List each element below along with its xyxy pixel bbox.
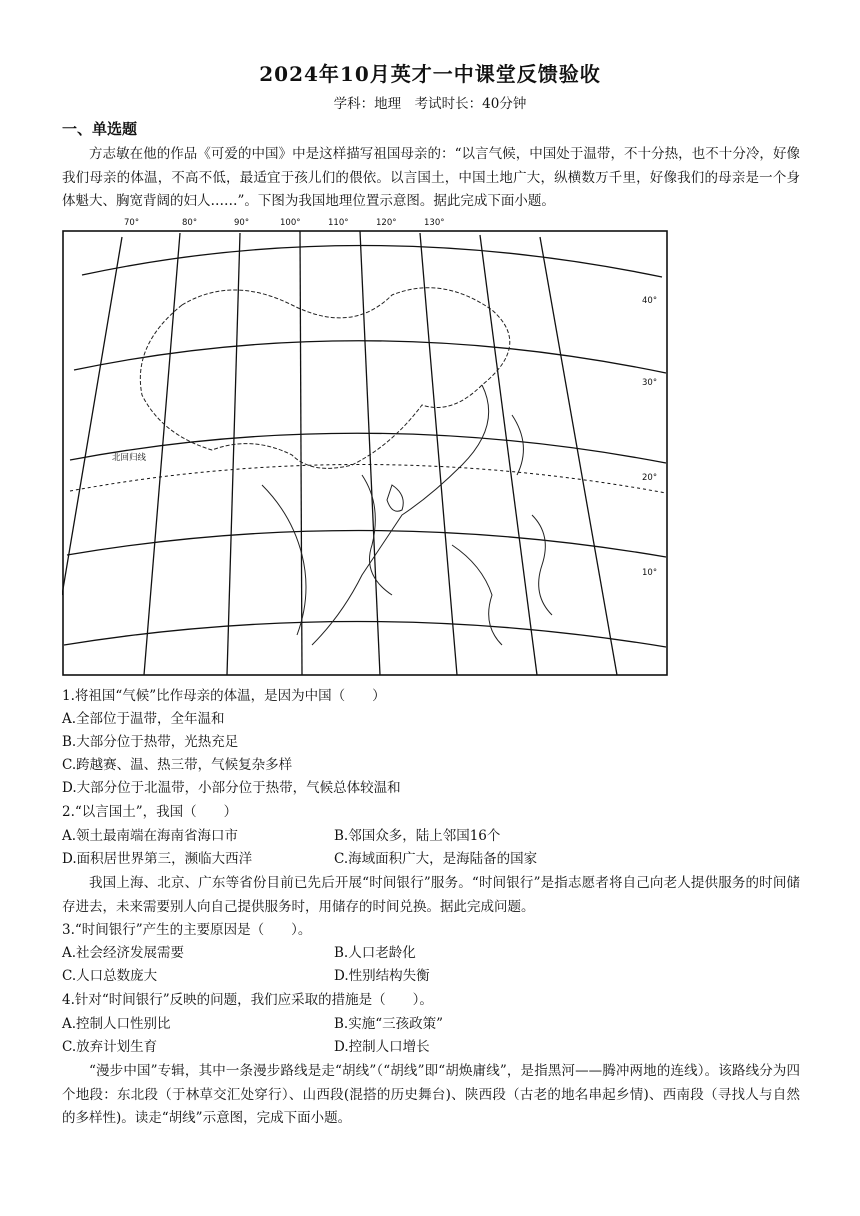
map-latitude-label: 40° — [642, 296, 658, 306]
q4-option-b: B.实施“三孩政策” — [334, 1016, 444, 1032]
map-longitude-label: 130° — [424, 218, 445, 228]
china-location-map — [62, 215, 670, 677]
q1-option-d: D.大部分位于北温带，小部分位于热带，气候总体较温和 — [62, 780, 401, 796]
tropic-of-cancer-label: 北回归线 — [112, 453, 147, 463]
map-longitude-label: 80° — [182, 218, 198, 228]
passage-hu-line: “漫步中国”专辑，其中一条漫步路线是走“胡线”（“胡线”即“胡焕庸线”，是指黑河——腾冲两地的连线）。该路线分为四个地段：东北段（于林草交汇处穿行）、山西段(混搭的历史舞台)、陕西段（古老的地名串起乡情)、西南段（寻找人与自然的多样性)。读走“胡线”示意图，完成下面小题。 — [62, 1063, 800, 1126]
q3-stem: 3.“时间银行”产生的主要原因是（ ）。 — [62, 922, 312, 938]
q2-option-b: B.邻国众多，陆上邻国16个 — [334, 828, 501, 844]
q2-option-d: D.面积居世界第三，濒临大西洋 — [62, 851, 253, 867]
page-title: 2024年10月英才一中课堂反馈验收 — [259, 62, 601, 86]
q3-option-b: B.人口老龄化 — [334, 945, 416, 961]
map-longitude-label: 100° — [280, 218, 301, 228]
intro-paragraph: 方志敏在他的作品《可爱的中国》中是这样描写祖国母亲的：“以言气候，中国处于温带，不十分热，也不十分冷，好像我们母亲的体温，不高不低，最适宜于孩儿们的偎依。以言国土，中国土地广大，纵横数万千里，好像我们的母亲是一个身体魁大、胸宽背阔的妇人……”。下图为我国地理位置示意图。据此完成下面小题。 — [62, 146, 800, 209]
map-latitude-label: 10° — [642, 568, 658, 578]
q1-option-c: C.跨越赛、温、热三带，气候复杂多样 — [62, 757, 293, 773]
map-latitude-label: 20° — [642, 473, 658, 483]
q3-option-c: C.人口总数庞大 — [62, 968, 158, 984]
passage-time-bank: 我国上海、北京、广东等省份目前已先后开展“时间银行”服务。“时间银行”是指志愿者将自己向老人提供服务的时间储存进去，未来需要别人向自己提供服务时，用储存的时间兑换。据此完成问题。 — [62, 875, 800, 915]
map-longitude-label: 90° — [234, 218, 250, 228]
q2-stem: 2.“以言国土”，我国（ ） — [62, 804, 238, 820]
section-heading: 一、单选题 — [62, 120, 138, 138]
q3-option-a: A.社会经济发展需要 — [62, 945, 185, 961]
q1-option-b: B.大部分位于热带，光热充足 — [62, 734, 239, 750]
q4-option-c: C.放弃计划生育 — [62, 1039, 158, 1055]
q4-option-a: A.控制人口性别比 — [62, 1016, 171, 1032]
q2-option-a: A.领土最南端在海南省海口市 — [62, 828, 239, 844]
q1-stem: 1.将祖国“气候”比作母亲的体温，是因为中国（ ） — [62, 688, 386, 704]
map-longitude-label: 110° — [328, 218, 349, 228]
q3-option-d: D.性别结构失衡 — [334, 968, 430, 984]
q2-option-c: C.海域面积广大，是海陆备的国家 — [334, 851, 538, 867]
map-longitude-label: 70° — [124, 218, 140, 228]
q1-option-a: A.全部位于温带，全年温和 — [62, 711, 225, 727]
map-latitude-label: 30° — [642, 378, 658, 388]
q4-option-d: D.控制人口增长 — [334, 1039, 430, 1055]
page-subtitle: 学科：地理 考试时长：40分钟 — [333, 96, 527, 112]
map-longitude-label: 120° — [376, 218, 397, 228]
q4-stem: 4.针对“时间银行”反映的问题，我们应采取的措施是（ ）。 — [62, 992, 433, 1008]
